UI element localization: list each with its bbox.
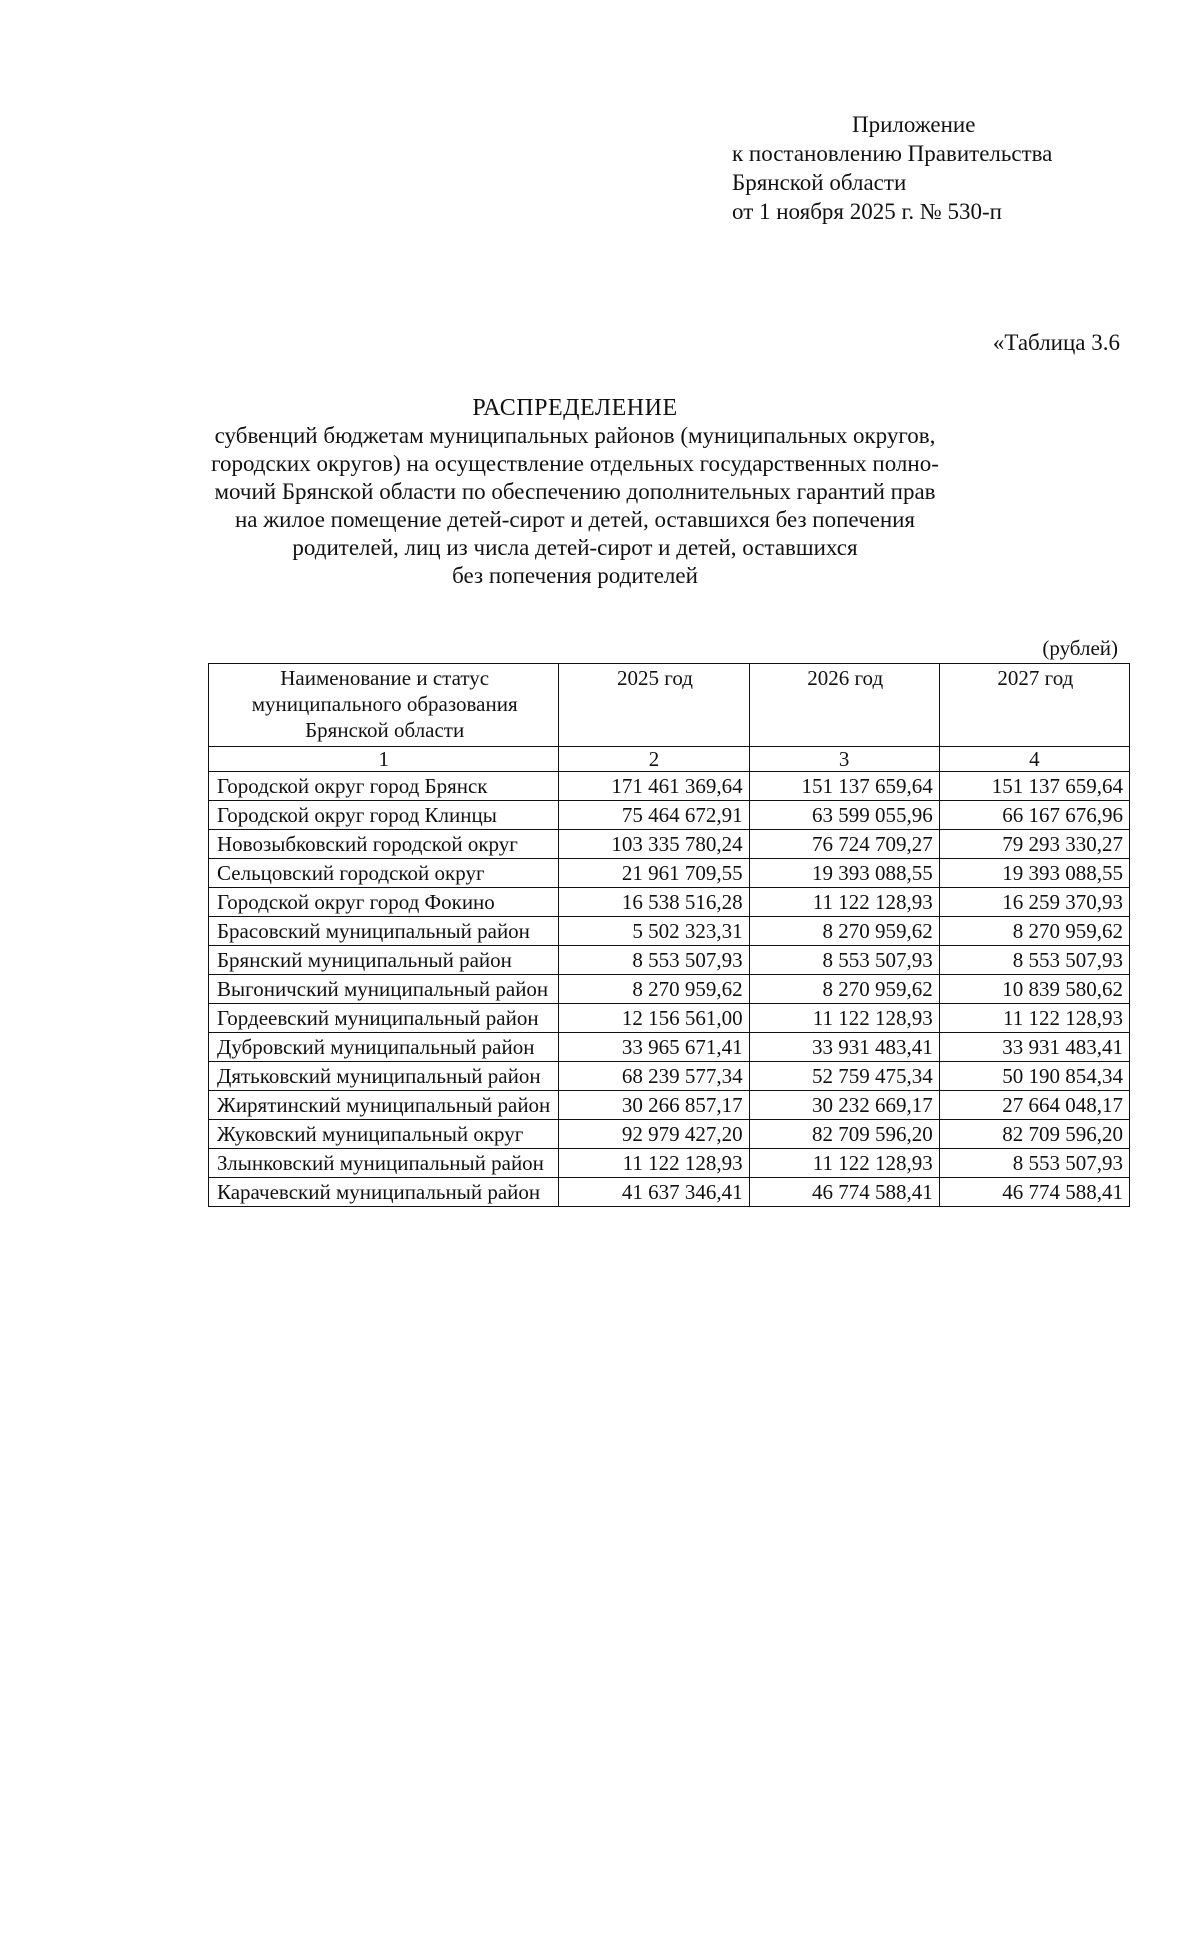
table-row bbox=[209, 830, 1130, 859]
table-row bbox=[209, 1091, 1130, 1120]
value-2027: 66 167 676,96 bbox=[939, 801, 1129, 830]
column-number: 1 bbox=[209, 747, 559, 772]
heading-title: РАСПРЕДЕЛЕНИЕ bbox=[472, 395, 678, 421]
table-label: «Таблица 3.6 bbox=[992, 330, 1120, 355]
appendix-date: от 1 ноября 2025 г. № 530-п bbox=[732, 199, 1002, 224]
value-2026: 19 393 088,55 bbox=[749, 859, 939, 888]
value-2025: 21 961 709,55 bbox=[559, 859, 749, 888]
value-2026: 63 599 055,96 bbox=[749, 801, 939, 830]
value-2026: 8 553 507,93 bbox=[749, 946, 939, 975]
value-2026: 46 774 588,41 bbox=[749, 1178, 939, 1207]
appendix-title: Приложение bbox=[852, 112, 976, 137]
table-row bbox=[209, 1149, 1130, 1178]
header-year-2027: 2027 год bbox=[939, 664, 1129, 747]
value-2027: 82 709 596,20 bbox=[939, 1120, 1129, 1149]
value-2027: 79 293 330,27 bbox=[939, 830, 1129, 859]
document-heading bbox=[180, 394, 970, 590]
municipality-name: Дятьковский муниципальный район bbox=[209, 1062, 559, 1091]
municipality-name: Городской округ город Брянск bbox=[209, 772, 559, 801]
value-2025: 75 464 672,91 bbox=[559, 801, 749, 830]
value-2027: 33 931 483,41 bbox=[939, 1033, 1129, 1062]
municipality-name: Карачевский муниципальный район bbox=[209, 1178, 559, 1207]
municipality-name: Гордеевский муниципальный район bbox=[209, 1004, 559, 1033]
header-year-2025: 2025 год bbox=[559, 664, 749, 747]
value-2027: 8 553 507,93 bbox=[939, 946, 1129, 975]
value-2025: 171 461 369,64 bbox=[559, 772, 749, 801]
value-2025: 16 538 516,28 bbox=[559, 888, 749, 917]
table-row bbox=[209, 1178, 1130, 1207]
value-2026: 11 122 128,93 bbox=[749, 1004, 939, 1033]
table-row bbox=[209, 1062, 1130, 1091]
value-2025: 11 122 128,93 bbox=[559, 1149, 749, 1178]
value-2026: 52 759 475,34 bbox=[749, 1062, 939, 1091]
municipality-name: Городской округ город Фокино bbox=[209, 888, 559, 917]
value-2026: 33 931 483,41 bbox=[749, 1033, 939, 1062]
value-2027: 8 270 959,62 bbox=[939, 917, 1129, 946]
value-2025: 12 156 561,00 bbox=[559, 1004, 749, 1033]
value-2027: 151 137 659,64 bbox=[939, 772, 1129, 801]
value-2027: 50 190 854,34 bbox=[939, 1062, 1129, 1091]
column-number: 2 bbox=[559, 747, 749, 772]
municipality-name: Жуковский муниципальный округ bbox=[209, 1120, 559, 1149]
appendix-line: к постановлению Правительства bbox=[732, 141, 1053, 166]
header-year-2026: 2026 год bbox=[749, 664, 939, 747]
header-name: Наименование и статус муниципального образования Брянской области bbox=[209, 664, 559, 747]
column-number-row bbox=[209, 747, 1130, 772]
table-header-row bbox=[209, 664, 1130, 747]
table-row bbox=[209, 1033, 1130, 1062]
value-2026: 76 724 709,27 bbox=[749, 830, 939, 859]
municipality-name: Выгоничский муниципальный район bbox=[209, 975, 559, 1004]
value-2025: 68 239 577,34 bbox=[559, 1062, 749, 1091]
value-2026: 82 709 596,20 bbox=[749, 1120, 939, 1149]
appendix-line: Брянской области bbox=[732, 170, 907, 195]
municipality-name: Злынковский муниципальный район bbox=[209, 1149, 559, 1178]
value-2026: 11 122 128,93 bbox=[749, 888, 939, 917]
value-2025: 5 502 323,31 bbox=[559, 917, 749, 946]
unit-label: (рублей) bbox=[1042, 636, 1118, 660]
value-2027: 46 774 588,41 bbox=[939, 1178, 1129, 1207]
municipality-name: Дубровский муниципальный район bbox=[209, 1033, 559, 1062]
value-2026: 30 232 669,17 bbox=[749, 1091, 939, 1120]
value-2025: 41 637 346,41 bbox=[559, 1178, 749, 1207]
column-number: 4 bbox=[939, 747, 1129, 772]
distribution-table bbox=[208, 663, 1130, 1207]
value-2027: 8 553 507,93 bbox=[939, 1149, 1129, 1178]
value-2026: 151 137 659,64 bbox=[749, 772, 939, 801]
appendix-block bbox=[732, 110, 1052, 226]
value-2027: 19 393 088,55 bbox=[939, 859, 1129, 888]
table-row bbox=[209, 801, 1130, 830]
value-2026: 8 270 959,62 bbox=[749, 917, 939, 946]
municipality-name: Брянский муниципальный район bbox=[209, 946, 559, 975]
value-2027: 10 839 580,62 bbox=[939, 975, 1129, 1004]
value-2027: 27 664 048,17 bbox=[939, 1091, 1129, 1120]
table-row bbox=[209, 1004, 1130, 1033]
table-row bbox=[209, 946, 1130, 975]
value-2025: 8 270 959,62 bbox=[559, 975, 749, 1004]
table-row bbox=[209, 772, 1130, 801]
table-row bbox=[209, 975, 1130, 1004]
table-row bbox=[209, 917, 1130, 946]
heading-line: мочий Брянской области по обеспечению дополнительных гарантий прав bbox=[214, 479, 936, 504]
value-2025: 103 335 780,24 bbox=[559, 830, 749, 859]
value-2025: 92 979 427,20 bbox=[559, 1120, 749, 1149]
table-row bbox=[209, 1120, 1130, 1149]
column-number: 3 bbox=[749, 747, 939, 772]
value-2025: 30 266 857,17 bbox=[559, 1091, 749, 1120]
municipality-name: Новозыбковский городской округ bbox=[209, 830, 559, 859]
value-2027: 16 259 370,93 bbox=[939, 888, 1129, 917]
municipality-name: Городской округ город Клинцы bbox=[209, 801, 559, 830]
value-2026: 8 270 959,62 bbox=[749, 975, 939, 1004]
municipality-name: Брасовский муниципальный район bbox=[209, 917, 559, 946]
table-row bbox=[209, 859, 1130, 888]
value-2026: 11 122 128,93 bbox=[749, 1149, 939, 1178]
heading-line: городских округов) на осуществление отдельных государственных полно- bbox=[211, 451, 939, 476]
table-row bbox=[209, 888, 1130, 917]
heading-line: родителей, лиц из числа детей-сирот и детей, оставшихся bbox=[292, 535, 858, 560]
heading-line: субвенций бюджетам муниципальных районов (муниципальных округов, bbox=[214, 423, 936, 448]
municipality-name: Сельцовский городской округ bbox=[209, 859, 559, 888]
municipality-name: Жирятинский муниципальный район bbox=[209, 1091, 559, 1120]
value-2025: 8 553 507,93 bbox=[559, 946, 749, 975]
heading-line: без попечения родителей bbox=[452, 563, 698, 588]
value-2027: 11 122 128,93 bbox=[939, 1004, 1129, 1033]
value-2025: 33 965 671,41 bbox=[559, 1033, 749, 1062]
heading-line: на жилое помещение детей-сирот и детей, оставшихся без попечения bbox=[234, 507, 916, 532]
